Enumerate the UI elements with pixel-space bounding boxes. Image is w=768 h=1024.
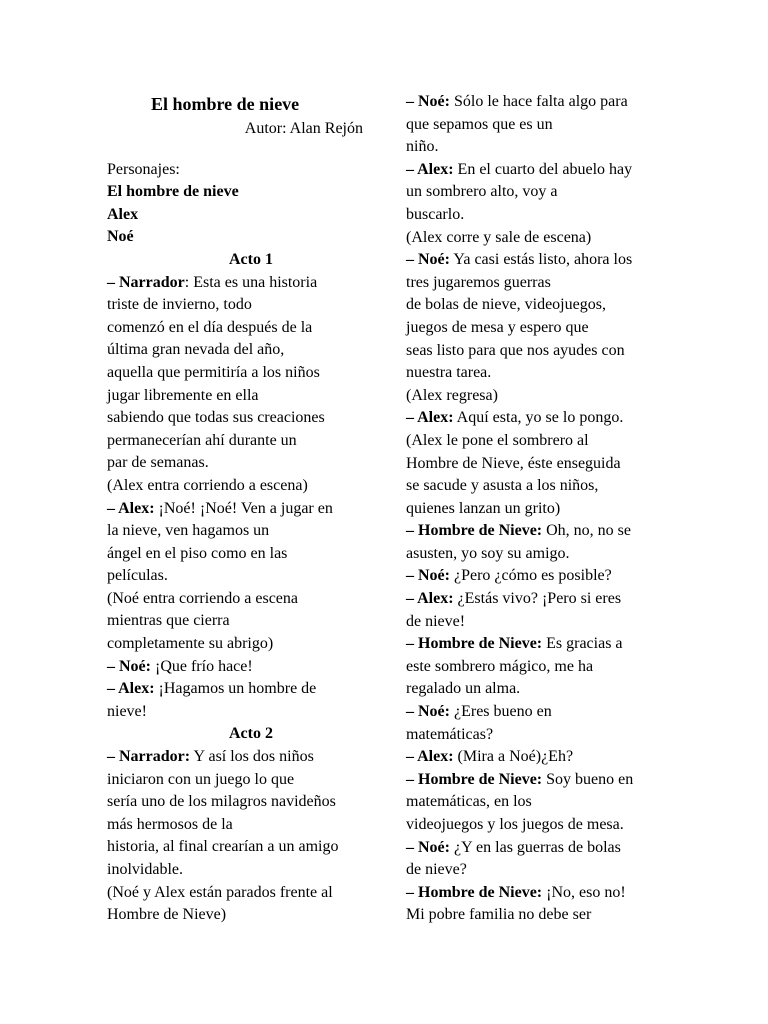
line-text: Hombre de Nieve, éste enseguida: [406, 454, 621, 472]
line-text: aquella que permitiría a los niños: [107, 363, 320, 381]
line-text: (Alex corre y sale de escena): [406, 228, 592, 246]
line-text: Ya casi estás listo, ahora los: [449, 251, 633, 269]
script-line: [406, 91, 668, 114]
line-text: Sólo le hace falta algo para: [449, 93, 628, 110]
script-line: [107, 746, 375, 769]
line-text: sería uno de los milagros navideños: [107, 793, 336, 811]
line-text: triste de invierno, todo: [107, 296, 252, 314]
line-text: juegos de mesa y espero que: [406, 318, 589, 336]
script-line: [406, 701, 668, 724]
line-text: ángel en el piso como en las: [107, 544, 288, 562]
line-text: ¡Que frío hace!: [150, 657, 253, 675]
script-line: [107, 430, 375, 453]
script-line: [406, 746, 668, 769]
line-text: matemáticas, en los: [406, 793, 532, 811]
script-line: [406, 475, 668, 498]
script-line: [107, 407, 375, 430]
line-text: iniciaron con un juego lo que: [107, 770, 295, 788]
line-text: películas.: [107, 567, 168, 585]
document-title: El hombre de nieve: [151, 94, 300, 114]
line-text: última gran nevada del año,: [107, 341, 285, 359]
line-text: jugar libremente en ella: [107, 386, 259, 404]
script-line: [406, 204, 668, 227]
line-text: sabiendo que todas sus creaciones: [107, 409, 325, 427]
line-text: : Esta es una historia: [184, 273, 318, 291]
script-line: [107, 475, 375, 498]
script-line: [107, 836, 375, 859]
script-line: [406, 159, 668, 182]
speaker-name: – Hombre de Nieve:: [406, 635, 543, 653]
script-line: [107, 452, 375, 475]
line-text: buscarlo.: [406, 205, 465, 223]
line-text: (Mira a Noé)¿Eh?: [453, 748, 574, 766]
line-text: más hermosos de la: [107, 815, 233, 833]
line-text: ¿Y en las guerras de bolas: [449, 838, 621, 856]
script-line: [406, 385, 668, 408]
script-line: [107, 882, 375, 905]
left-script-lines: [107, 249, 375, 927]
script-line: [406, 136, 668, 159]
script-line: [406, 724, 668, 747]
script-line: [406, 588, 668, 611]
script-line: [107, 498, 375, 521]
script-line: [107, 656, 375, 679]
script-line: [107, 814, 375, 837]
script-line: [107, 362, 375, 385]
line-text: En el cuarto del abuelo hay: [453, 160, 633, 178]
line-text: de nieve?: [406, 861, 467, 879]
line-text: asusten, yo soy su amigo.: [406, 544, 570, 562]
script-line: [406, 678, 668, 701]
line-text: Aquí esta, yo se lo pongo.: [453, 409, 624, 427]
script-line: [406, 407, 668, 430]
line-text: historia, al final crearían a un amigo: [107, 838, 339, 856]
speaker-name: – Noé:: [406, 567, 450, 585]
script-line: [107, 385, 375, 408]
line-text: (Noé y Alex están parados frente al: [107, 883, 333, 901]
script-line: [406, 453, 668, 476]
script-line: [107, 701, 375, 724]
script-line: [406, 543, 668, 566]
script-line: [107, 520, 375, 543]
script-line: [107, 633, 375, 656]
line-text: Es gracias a: [542, 635, 623, 653]
script-line: [406, 181, 668, 204]
character-name: El hombre de nieve: [107, 183, 239, 201]
script-line: [107, 294, 375, 317]
speaker-name: – Hombre de Nieve:: [406, 883, 543, 901]
line-text: ¿Pero ¿cómo es posible?: [449, 567, 612, 585]
speaker-name: – Hombre de Nieve:: [406, 522, 543, 540]
script-line: [406, 837, 668, 860]
speaker-name: – Narrador:: [107, 748, 191, 766]
speaker-name: – Alex:: [107, 680, 155, 698]
line-text: ¿Eres bueno en: [449, 703, 552, 721]
line-text: ¡No, eso no!: [542, 883, 626, 901]
line-text: se sacude y asusta a los niños,: [406, 477, 599, 495]
line-text: que sepamos que es un: [406, 115, 553, 133]
script-line: [107, 272, 375, 295]
script-line: [406, 317, 668, 340]
script-line: [406, 656, 668, 679]
speaker-name: – Alex:: [406, 160, 454, 178]
script-line: [406, 565, 668, 588]
script-line: [406, 859, 668, 882]
script-line: [406, 340, 668, 363]
right-column: [406, 91, 668, 927]
script-line: [107, 769, 375, 792]
line-text: Hombre de Nieve): [107, 906, 227, 924]
script-line: [107, 317, 375, 340]
script-line: [406, 227, 668, 250]
script-line: [406, 294, 668, 317]
line-text: comenzó en el día después de la: [107, 318, 313, 336]
line-text: la nieve, ven hagamos un: [107, 522, 270, 540]
speaker-name: – Hombre de Nieve:: [406, 770, 543, 788]
script-line: [406, 520, 668, 543]
line-text: (Noé entra corriendo a escena: [107, 589, 298, 607]
character-name: Alex: [107, 205, 139, 223]
speaker-name: – Narrador: [107, 273, 185, 291]
line-text: Soy bueno en: [542, 770, 634, 788]
script-line: [107, 678, 375, 701]
script-line: [406, 498, 668, 521]
speaker-name: – Noé:: [107, 657, 151, 675]
line-text: tres jugaremos guerras: [406, 273, 551, 291]
script-line: [406, 272, 668, 295]
script-line: [406, 769, 668, 792]
script-line: [107, 565, 375, 588]
speaker-name: – Alex:: [406, 409, 454, 427]
line-text: mientras que cierra: [107, 612, 230, 630]
line-text: quienes lanzan un grito): [406, 499, 561, 517]
line-text: (Alex entra corriendo a escena): [107, 476, 308, 494]
line-text: de nieve!: [406, 612, 466, 630]
line-text: Y así los dos niños: [190, 748, 314, 766]
line-text: inolvidable.: [107, 861, 183, 878]
right-script-lines: [406, 91, 668, 927]
script-line: [107, 339, 375, 362]
line-text: ¡Noé! ¡Noé! Ven a jugar en: [154, 499, 333, 517]
line-text: ¿Estás vivo? ¡Pero si eres: [453, 590, 622, 608]
script-line: [107, 904, 375, 927]
script-line: [406, 611, 668, 634]
line-text: seas listo para que nos ayudes con: [406, 341, 625, 359]
line-text: (Alex regresa): [406, 386, 498, 404]
spacer: [107, 141, 375, 159]
line-text: Mi pobre familia no debe ser: [406, 906, 592, 924]
line-text: ¡Hagamos un hombre de: [154, 680, 317, 698]
script-line: [406, 114, 668, 137]
script-line: [406, 882, 668, 905]
speaker-name: – Alex:: [406, 590, 454, 608]
speaker-name: – Noé:: [406, 703, 450, 721]
script-line: [107, 791, 375, 814]
speaker-name: – Noé:: [406, 93, 450, 110]
line-text: completamente su abrigo): [107, 635, 274, 653]
speaker-name: – Noé:: [406, 838, 450, 856]
character-name: Noé: [107, 228, 134, 246]
line-text: este sombrero mágico, me ha: [406, 657, 594, 675]
line-text: nieve!: [107, 702, 147, 720]
line-text: Oh, no, no se: [542, 522, 632, 540]
script-line: [406, 633, 668, 656]
speaker-name: – Alex:: [107, 499, 155, 517]
line-text: (Alex le pone el sombrero al: [406, 431, 589, 449]
script-line: [406, 814, 668, 837]
speaker-name: – Alex:: [406, 748, 454, 766]
script-line: [406, 249, 668, 272]
line-text: videojuegos y los juegos de mesa.: [406, 816, 624, 833]
script-line: [107, 543, 375, 566]
speaker-name: – Noé:: [406, 251, 450, 269]
line-text: nuestra tarea.: [406, 364, 492, 382]
script-line: [406, 362, 668, 385]
line-text: regalado un alma.: [406, 680, 521, 698]
script-line: [107, 859, 375, 882]
script-line: [406, 791, 668, 814]
line-text: matemáticas?: [406, 725, 494, 743]
line-text: par de semanas.: [107, 454, 209, 472]
characters-heading: Personajes:: [107, 160, 180, 178]
left-column: [107, 92, 375, 927]
author-line: Autor: Alan Rejón: [244, 120, 363, 137]
line-text: niño.: [406, 138, 439, 156]
script-line: [406, 904, 668, 927]
script-line: [107, 588, 375, 611]
act-heading: Acto 1: [229, 250, 273, 268]
line-text: permanecerían ahí durante un: [107, 431, 297, 449]
line-text: un sombrero alto, voy a: [406, 183, 558, 201]
act-heading: Acto 2: [229, 725, 273, 743]
script-line: [406, 430, 668, 453]
line-text: de bolas de nieve, videojuegos,: [406, 296, 606, 314]
script-line: [107, 610, 375, 633]
